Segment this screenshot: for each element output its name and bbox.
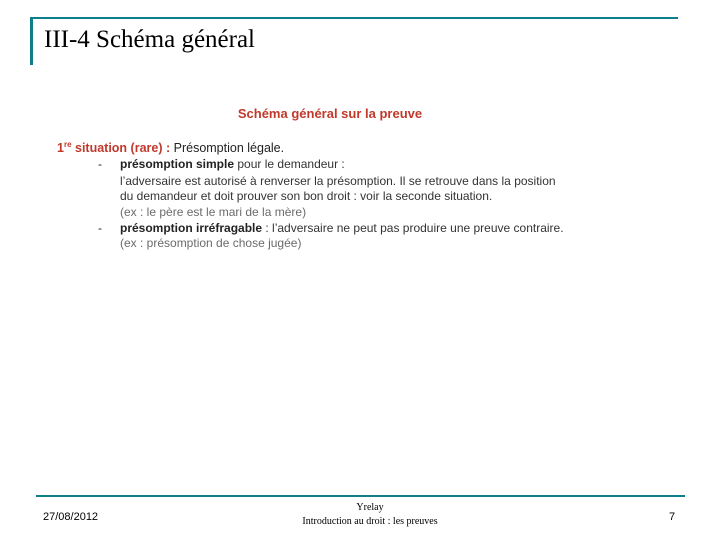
content-heading: Schéma général sur la preuve	[237, 106, 423, 121]
footer-center	[250, 501, 490, 529]
bullet-simple-text: pour le demandeur :	[234, 157, 345, 171]
footer-subtitle: Introduction au droit : les preuves	[302, 516, 438, 527]
bullet-dash: -	[98, 157, 102, 171]
situation-label	[57, 141, 170, 155]
bullet-simple-line: du demandeur et doit prouver son bon droit : voir la seconde situation.	[120, 189, 493, 203]
situation-label-suffix: situation (rare) :	[71, 141, 171, 156]
bullet-irrefragable-term: présomption irréfragable	[120, 221, 263, 235]
situation-value: Présomption légale.	[170, 141, 285, 156]
bullet-simple	[120, 157, 345, 171]
bullet-irrefragable-text: : l’adversaire ne peut pas produire une preuve contraire.	[262, 221, 564, 235]
page-number: 7	[669, 511, 676, 523]
bullet-simple-term: présomption simple	[120, 157, 235, 171]
footer-date: 27/08/2012	[43, 511, 99, 523]
footer-divider	[36, 495, 685, 497]
situation-line	[57, 140, 284, 155]
slide-title: III-4 Schéma général	[44, 26, 255, 53]
bullet-irrefragable	[120, 221, 564, 235]
footer-author: Yrelay	[356, 502, 384, 513]
bullet-dash: -	[98, 221, 102, 235]
situation-label-sup: re	[63, 140, 72, 149]
bullet-irrefragable-example: (ex : présomption de chose jugée)	[120, 236, 302, 250]
bullet-simple-example: (ex : le père est le mari de la mère)	[120, 205, 307, 219]
situation-label-prefix: 1	[57, 141, 64, 156]
bullet-simple-line: l’adversaire est autorisé à renverser la présomption. Il se retrouve dans la position	[120, 174, 556, 188]
